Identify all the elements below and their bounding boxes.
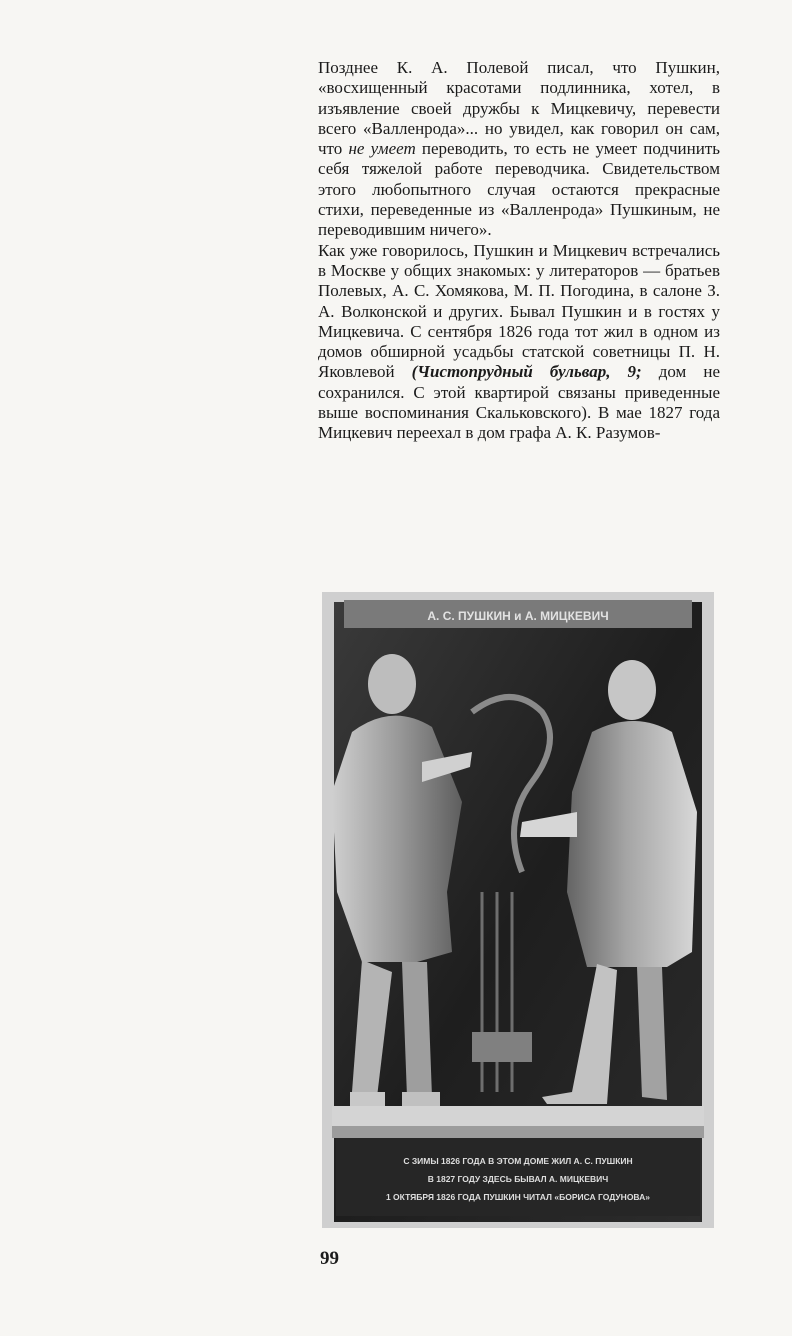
relief-inscription-line-3: 1 ОКТЯБРЯ 1826 ГОДА ПУШКИН ЧИТАЛ «БОРИСА ГОДУНОВА» — [385, 1192, 651, 1202]
relief-top-inscription: А. С. ПУШКИН и А. МИЦКЕВИЧ — [427, 609, 609, 623]
body-text — [318, 58, 720, 444]
paragraph-1-text-a: Позднее К. А. Полевой писал, что Пушкин, «восхищенный красотами подлинника, хотел, в изъявление своей дружбы к Мицкевичу, перевести всего «Валленрода»... но увидел, как говорил он сам, что — [318, 58, 720, 159]
page-number: 99 — [320, 1248, 339, 1269]
relief-photograph — [322, 592, 714, 1228]
relief-inscription-line-2: В 1827 ГОДУ ЗДЕСЬ БЫВАЛ А. МИЦКЕВИЧ — [427, 1174, 609, 1184]
paragraph-2-text-a: Как уже говорилось, Пушкин и Мицкевич встречались в Москве у общих знакомых: у литераторов — братьев Полевых, А. С. Хомякова, М. П. Погодина, в салоне З. А. Волконской и других. Бывал Пушкин и в гостях у Мицкевича. С сентября 1826 года тот жил в одном из домов обширной усадьбы статской советницы П. Н. Яковлевой — [318, 240, 720, 382]
relief-image — [322, 592, 714, 1228]
paragraph-1 — [318, 58, 720, 241]
paragraph-2-address: (Чистопрудный бульвар, 9; — [411, 362, 642, 382]
paragraph-1-emphasis: не умеет — [348, 139, 416, 159]
paragraph-1-text-b: переводить, то есть не умеет подчинить себя тяжелой работе переводчика. Свидетельством этого любопытного случая остаются прекрасные стихи, переведенные из «Валленрода» Пушкиным, не переводившим ничего». — [318, 139, 721, 240]
paragraph-2-text-b: дом не сохранился. С этой квартирой связаны приведенные выше воспоминания Скальковского). В мае 1827 года Мицкевич переехал в дом графа А. К. Разумов- — [318, 362, 720, 443]
paragraph-2 — [318, 241, 720, 444]
relief-inscription-line-1: С ЗИМЫ 1826 ГОДА В ЭТОМ ДОМЕ ЖИЛ А. С. ПУШКИН — [403, 1156, 633, 1166]
